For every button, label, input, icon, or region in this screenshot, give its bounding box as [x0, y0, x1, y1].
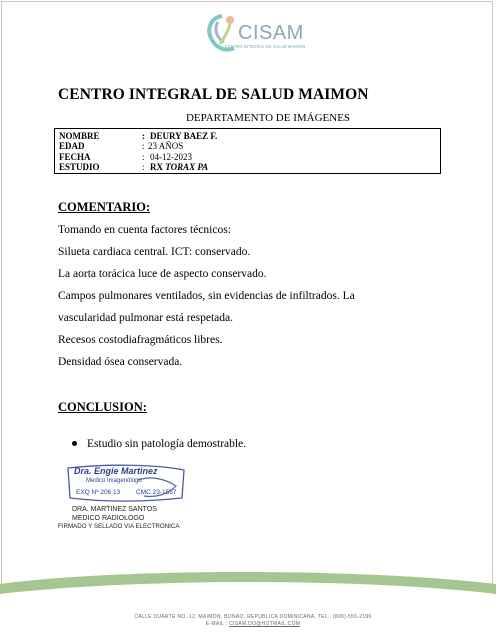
comentario-line: Silueta cardiaca central. ICT: conservado. — [58, 246, 251, 258]
info-label: FECHA — [59, 151, 91, 162]
footer-address: CALLE DUARTE NO. 12, MAIMÓN, BONAO, REPUBLICA DOMINICANA, TEL.: (809)-555-2196 — [134, 614, 372, 620]
info-row-edad — [59, 141, 436, 151]
info-value-fecha: 04-12-2023 — [150, 151, 192, 162]
footer-email-label: E-MAIL : — [205, 621, 228, 627]
logo-subtitle: CENTRO INTEGRAL DE SALUD MAIMON — [225, 44, 306, 49]
comentario-line: vascularidad pulmonar está respetada. — [58, 312, 233, 324]
doctor-stamp — [64, 462, 188, 504]
info-label: EDAD — [59, 141, 85, 152]
info-label: ESTUDIO — [59, 161, 100, 172]
comentario-line: Tomando en cuenta factores técnicos: — [58, 224, 231, 236]
info-value-estudio — [150, 162, 208, 172]
info-row-fecha — [59, 152, 436, 162]
stamp-name: Dra. Engie Martinez — [74, 466, 158, 476]
info-value-nombre: DEURY BAEZ F. — [150, 131, 218, 141]
stamp-title: Medico Imagenólogo — [86, 478, 142, 484]
info-row-nombre — [59, 131, 436, 141]
estudio-type: TORAX PA — [165, 161, 209, 172]
info-row-estudio — [59, 162, 436, 172]
info-sep: : — [142, 131, 145, 141]
page-title: CENTRO INTEGRAL DE SALUD MAIMON — [58, 86, 369, 103]
comentario-line: Campos pulmonares ventilados, sin evidencias de infiltrados. La — [58, 290, 355, 302]
info-sep: : — [142, 151, 145, 162]
comentario-heading: COMENTARIO: — [58, 200, 151, 214]
info-sep: : — [142, 161, 145, 172]
info-value-edad: 23 AÑOS — [148, 141, 184, 152]
bullet-icon — [72, 441, 77, 446]
stamp-exq: EXQ Nº 206 13 — [76, 489, 121, 496]
conclusion-heading: CONCLUSION: — [58, 400, 147, 414]
department-title: DEPARTAMENTO DE IMÁGENES — [185, 112, 351, 124]
comentario-line: La aorta torácica luce de aspecto conservado. — [58, 268, 267, 280]
patient-info-box — [54, 128, 441, 174]
info-label: NOMBRE — [59, 131, 100, 141]
comentario-line: Recesos costodiafragmáticos libres. — [58, 334, 223, 346]
conclusion-item — [72, 438, 246, 450]
estudio-prefix: RX — [150, 161, 163, 172]
info-sep: : — [142, 141, 145, 152]
comentario-line: Densidad ósea conservada. — [58, 356, 183, 368]
signature-block — [72, 505, 157, 523]
logo-text: CISAM — [238, 22, 304, 44]
doctor-name: DRA. MARTINEZ SANTOS — [72, 506, 157, 513]
footer-email-line — [0, 621, 496, 627]
footer-email[interactable]: CISAM.DO@HOTMAIL.COM — [229, 621, 301, 627]
stamp-cmc: CMC 23-1557 — [136, 489, 177, 496]
doctor-role: MEDICO RADIOLOGO — [72, 515, 145, 522]
cisam-logo — [200, 8, 310, 58]
signature-note: FIRMADO Y SELLADO VIA ELECTRONICA — [58, 523, 180, 530]
conclusion-text: Estudio sin patología demostrable. — [87, 438, 247, 450]
